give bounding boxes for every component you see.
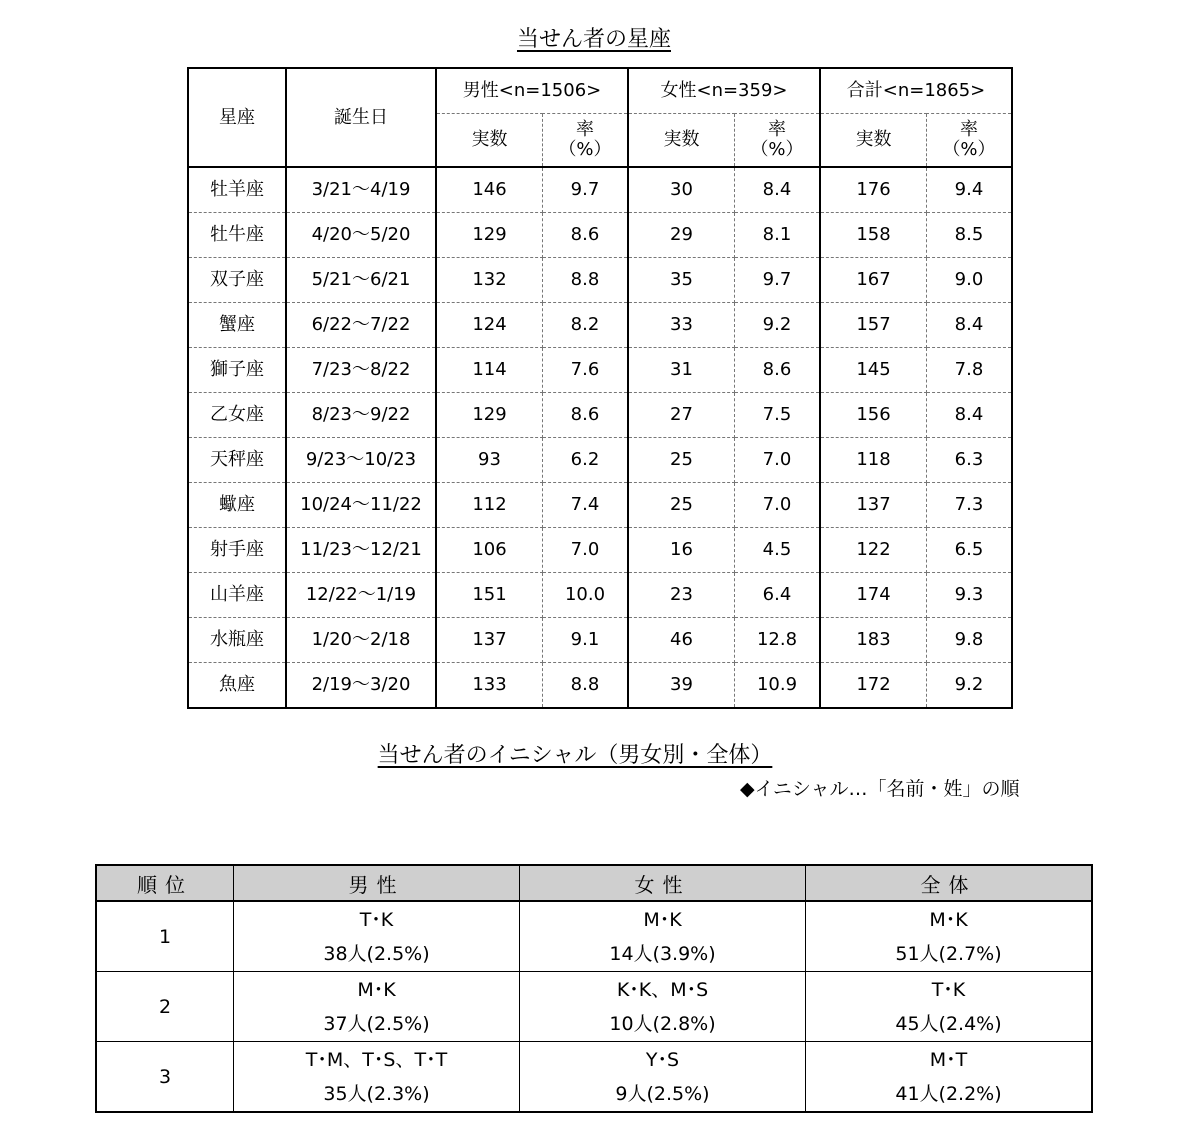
sign-cell: 獅子座	[188, 348, 286, 393]
birthday-cell: 1/20～2/18	[286, 618, 436, 663]
female-rate-cell: 7.0	[735, 483, 821, 528]
header-sign: 星座	[188, 68, 286, 167]
initials-table-title: 当せん者のイニシャル（男女別・全体）	[377, 743, 773, 768]
table-row	[188, 258, 1012, 303]
female-rate-cell: 7.5	[735, 393, 821, 438]
header-male-count: 実数	[436, 114, 543, 168]
zodiac-table-title: 当せん者の星座	[516, 27, 671, 52]
male-count-cell: 132	[436, 258, 543, 303]
all-initials-cell	[806, 901, 1093, 972]
female-initials: Y･S	[645, 1048, 680, 1071]
male-count-cell: 151	[436, 573, 543, 618]
table-row	[96, 901, 1092, 972]
male-rate-cell: 8.8	[543, 663, 629, 709]
female-count-cell: 25	[628, 438, 735, 483]
table-row	[188, 528, 1012, 573]
female-rate-cell: 12.8	[735, 618, 821, 663]
total-count-cell: 157	[820, 303, 927, 348]
initials-table	[95, 864, 1093, 1113]
female-count-cell: 27	[628, 393, 735, 438]
header-rank: 順位	[96, 865, 234, 901]
female-rate-cell: 8.1	[735, 213, 821, 258]
birthday-cell: 2/19～3/20	[286, 663, 436, 709]
sign-cell: 乙女座	[188, 393, 286, 438]
female-initials: K･K、M･S	[616, 978, 709, 1001]
female-rate-cell: 4.5	[735, 528, 821, 573]
header-female-count: 実数	[628, 114, 735, 168]
female-rate-cell: 8.4	[735, 167, 821, 213]
all-initials: M･K	[929, 908, 968, 931]
female-rate-cell: 6.4	[735, 573, 821, 618]
total-count-cell: 176	[820, 167, 927, 213]
table-row	[188, 348, 1012, 393]
total-count-cell: 172	[820, 663, 927, 709]
all-initials: M･T	[929, 1048, 968, 1071]
sign-cell: 魚座	[188, 663, 286, 709]
birthday-cell: 12/22～1/19	[286, 573, 436, 618]
male-initials-cell	[234, 972, 520, 1042]
birthday-cell: 7/23～8/22	[286, 348, 436, 393]
table-row	[188, 303, 1012, 348]
birthday-cell: 8/23～9/22	[286, 393, 436, 438]
male-rate-cell: 7.6	[543, 348, 629, 393]
all-count: 45人(2.4%)	[895, 1012, 1002, 1035]
total-count-cell: 167	[820, 258, 927, 303]
table-row	[188, 618, 1012, 663]
header-male: 男性<n=1506>	[436, 68, 628, 114]
female-count-cell: 46	[628, 618, 735, 663]
initials-note: ◆イニシャル…「名前・姓」の順	[740, 778, 1020, 800]
male-rate-cell: 8.6	[543, 213, 629, 258]
header-female: 女性<n=359>	[628, 68, 820, 114]
male-initials: M･K	[357, 978, 396, 1001]
table-row	[188, 663, 1012, 709]
total-count-cell: 158	[820, 213, 927, 258]
total-rate-cell: 9.2	[927, 663, 1013, 709]
total-count-cell: 174	[820, 573, 927, 618]
header-female-rate: 率 （%）	[735, 114, 821, 168]
total-rate-cell: 7.8	[927, 348, 1013, 393]
male-count-cell: 129	[436, 393, 543, 438]
female-initials-cell	[520, 901, 806, 972]
total-count-cell: 118	[820, 438, 927, 483]
rank-cell: 2	[96, 972, 234, 1042]
birthday-cell: 10/24～11/22	[286, 483, 436, 528]
header-male-rate: 率 （%）	[543, 114, 629, 168]
male-rate-cell: 7.0	[543, 528, 629, 573]
male-count-cell: 146	[436, 167, 543, 213]
total-count-cell: 137	[820, 483, 927, 528]
male-rate-cell: 9.7	[543, 167, 629, 213]
total-rate-cell: 6.3	[927, 438, 1013, 483]
male-initials-cell	[234, 1042, 520, 1113]
male-rate-cell: 8.2	[543, 303, 629, 348]
table-row	[188, 393, 1012, 438]
female-count: 10人(2.8%)	[609, 1012, 716, 1035]
table-row	[188, 483, 1012, 528]
female-count: 9人(2.5%)	[615, 1082, 710, 1105]
sign-cell: 山羊座	[188, 573, 286, 618]
female-rate-cell: 9.2	[735, 303, 821, 348]
female-count-cell: 35	[628, 258, 735, 303]
male-initials-cell	[234, 901, 520, 972]
all-initials: T･K	[931, 978, 966, 1001]
male-count: 35人(2.3%)	[323, 1082, 430, 1105]
female-rate-cell: 10.9	[735, 663, 821, 709]
female-rate-cell: 7.0	[735, 438, 821, 483]
total-rate-cell: 9.3	[927, 573, 1013, 618]
female-rate-cell: 9.7	[735, 258, 821, 303]
birthday-cell: 4/20～5/20	[286, 213, 436, 258]
female-count-cell: 39	[628, 663, 735, 709]
sign-cell: 牡牛座	[188, 213, 286, 258]
birthday-cell: 9/23～10/23	[286, 438, 436, 483]
header-total-count: 実数	[820, 114, 927, 168]
female-initials-cell	[520, 972, 806, 1042]
female-initials-cell	[520, 1042, 806, 1113]
female-count-cell: 29	[628, 213, 735, 258]
zodiac-table	[187, 67, 1013, 709]
female-count-cell: 30	[628, 167, 735, 213]
all-count: 51人(2.7%)	[895, 942, 1002, 965]
sign-cell: 蠍座	[188, 483, 286, 528]
sign-cell: 天秤座	[188, 438, 286, 483]
all-initials-cell	[806, 1042, 1093, 1113]
total-rate-cell: 9.8	[927, 618, 1013, 663]
table-row	[188, 438, 1012, 483]
male-count-cell: 124	[436, 303, 543, 348]
male-rate-cell: 10.0	[543, 573, 629, 618]
sign-cell: 双子座	[188, 258, 286, 303]
total-rate-cell: 7.3	[927, 483, 1013, 528]
rank-cell: 3	[96, 1042, 234, 1113]
birthday-cell: 6/22～7/22	[286, 303, 436, 348]
all-count: 41人(2.2%)	[895, 1082, 1002, 1105]
header-total: 合計<n=1865>	[820, 68, 1012, 114]
female-count-cell: 25	[628, 483, 735, 528]
total-rate-cell: 9.4	[927, 167, 1013, 213]
male-initials: T･K	[359, 908, 394, 931]
male-count-cell: 106	[436, 528, 543, 573]
female-count-cell: 33	[628, 303, 735, 348]
male-count-cell: 114	[436, 348, 543, 393]
sign-cell: 蟹座	[188, 303, 286, 348]
all-initials-cell	[806, 972, 1093, 1042]
female-rate-cell: 8.6	[735, 348, 821, 393]
sign-cell: 水瓶座	[188, 618, 286, 663]
birthday-cell: 5/21～6/21	[286, 258, 436, 303]
header-all-initials: 全体	[806, 865, 1093, 901]
header-female-initials: 女性	[520, 865, 806, 901]
male-initials: T･M、T･S、T･T	[305, 1048, 448, 1071]
male-rate-cell: 8.8	[543, 258, 629, 303]
table-row	[188, 573, 1012, 618]
total-count-cell: 145	[820, 348, 927, 393]
birthday-cell: 11/23～12/21	[286, 528, 436, 573]
table-row	[188, 213, 1012, 258]
female-count: 14人(3.9%)	[609, 942, 716, 965]
male-rate-cell: 9.1	[543, 618, 629, 663]
male-count-cell: 112	[436, 483, 543, 528]
total-rate-cell: 9.0	[927, 258, 1013, 303]
total-count-cell: 183	[820, 618, 927, 663]
sign-cell: 射手座	[188, 528, 286, 573]
female-initials: M･K	[643, 908, 682, 931]
birthday-cell: 3/21～4/19	[286, 167, 436, 213]
female-count-cell: 16	[628, 528, 735, 573]
total-rate-cell: 6.5	[927, 528, 1013, 573]
male-count-cell: 93	[436, 438, 543, 483]
male-rate-cell: 8.6	[543, 393, 629, 438]
header-total-rate: 率 （%）	[927, 114, 1013, 168]
total-rate-cell: 8.4	[927, 303, 1013, 348]
male-count-cell: 129	[436, 213, 543, 258]
total-count-cell: 122	[820, 528, 927, 573]
total-rate-cell: 8.5	[927, 213, 1013, 258]
female-count-cell: 23	[628, 573, 735, 618]
sign-cell: 牡羊座	[188, 167, 286, 213]
male-rate-cell: 6.2	[543, 438, 629, 483]
male-rate-cell: 7.4	[543, 483, 629, 528]
male-count-cell: 133	[436, 663, 543, 709]
male-count-cell: 137	[436, 618, 543, 663]
male-count: 38人(2.5%)	[323, 942, 430, 965]
total-rate-cell: 8.4	[927, 393, 1013, 438]
header-birthday: 誕生日	[286, 68, 436, 167]
male-count: 37人(2.5%)	[323, 1012, 430, 1035]
total-count-cell: 156	[820, 393, 927, 438]
female-count-cell: 31	[628, 348, 735, 393]
table-row	[188, 167, 1012, 213]
table-row	[96, 1042, 1092, 1113]
table-row	[96, 972, 1092, 1042]
rank-cell: 1	[96, 901, 234, 972]
header-male-initials: 男性	[234, 865, 520, 901]
